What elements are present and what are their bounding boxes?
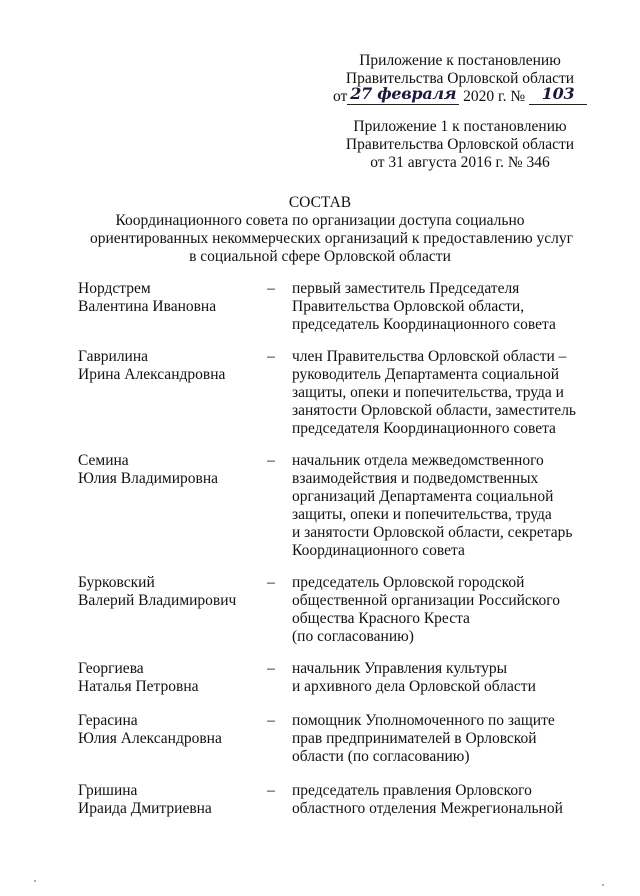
handwritten-number: 103 xyxy=(541,84,575,103)
member-role-line: помощник Уполномоченного по защите xyxy=(292,712,555,729)
member-dash: – xyxy=(267,782,275,799)
member-dash: – xyxy=(267,712,275,729)
scan-speck xyxy=(602,884,604,886)
title-line-3: в социальной сфере Орловской области xyxy=(189,248,451,265)
title-line-2: ориентированных некоммерческих организаций к предоставлению услуг xyxy=(90,230,573,247)
member-role-line: общества Красного Креста xyxy=(292,610,470,627)
member-role-line: руководитель Департамента социальной xyxy=(292,366,560,383)
member-role xyxy=(292,280,582,334)
appendix-header-original xyxy=(320,118,600,172)
appendix-line-1: Приложение к постановлению xyxy=(359,52,561,69)
scan-speck xyxy=(34,880,36,882)
member-name xyxy=(78,452,268,488)
member-role-line: защиты, опеки и попечительства, труда xyxy=(292,506,552,523)
member-role xyxy=(292,660,582,696)
member-role xyxy=(292,574,582,646)
member-surname: Бурковский xyxy=(78,574,155,591)
number-handwritten-field xyxy=(529,84,587,105)
member-given-names: Наталья Петровна xyxy=(78,678,199,695)
document-title xyxy=(90,194,573,266)
member-role xyxy=(292,452,582,560)
member-surname: Гаврилина xyxy=(78,348,149,365)
member-role-line: Правительства Орловской области, xyxy=(292,298,525,315)
date-prefix: от xyxy=(332,88,348,105)
appendix2-line-1: Приложение 1 к постановлению xyxy=(353,118,567,135)
member-name xyxy=(78,348,268,384)
member-role-line: начальник Управления культуры xyxy=(292,660,508,677)
member-role-line: председатель Орловской городской xyxy=(292,574,525,591)
member-given-names: Ирина Александровна xyxy=(78,366,226,383)
member-surname: Нордстрем xyxy=(78,280,151,297)
member-surname: Герасина xyxy=(78,712,138,729)
member-given-names: Юлия Владимировна xyxy=(78,470,218,487)
member-surname: Гришина xyxy=(78,782,138,799)
member-role-line: член Правительства Орловской области – xyxy=(292,348,567,365)
member-role-line: начальник отдела межведомственного xyxy=(292,452,544,469)
member-role-line: председателя Координационного совета xyxy=(292,420,556,437)
member-role-line: взаимодействия и подведомственных xyxy=(292,470,539,487)
member-dash: – xyxy=(267,280,275,297)
member-given-names: Ираида Дмитриевна xyxy=(78,800,212,817)
appendix2-line-2: Правительства Орловской области xyxy=(345,136,575,153)
member-given-names: Валерий Владимирович xyxy=(78,592,237,609)
member-name xyxy=(78,574,268,610)
member-role-line: председатель правления Орловского xyxy=(292,782,532,799)
member-role-line: области (по согласованию) xyxy=(292,748,470,765)
member-dash: – xyxy=(267,348,275,365)
member-role xyxy=(292,348,582,438)
member-given-names: Юлия Александровна xyxy=(78,730,222,747)
date-year: 2020 г. № xyxy=(463,88,526,105)
appendix-date-line xyxy=(320,84,600,106)
title-line-1: Координационного совета по организации доступа социально xyxy=(115,212,525,229)
member-role-line: защиты, опеки и попечительства, труда и xyxy=(292,384,564,401)
member-role-line: и архивного дела Орловской области xyxy=(292,678,536,695)
member-role-line: Координационного совета xyxy=(292,542,465,559)
member-surname: Семина xyxy=(78,452,129,469)
title-heading: СОСТАВ xyxy=(288,194,352,211)
appendix-line-2: Правительства Орловской области xyxy=(345,70,575,87)
member-dash: – xyxy=(267,660,275,677)
member-dash: – xyxy=(267,452,275,469)
member-role-line: занятости Орловской области, заместитель xyxy=(292,402,576,419)
member-role-line: прав предпринимателей в Орловской xyxy=(292,730,537,747)
member-role-line: (по согласованию) xyxy=(292,628,414,645)
member-role-line: председатель Координационного совета xyxy=(292,316,556,333)
appendix2-line-3: от 31 августа 2016 г. № 346 xyxy=(370,154,550,171)
member-name xyxy=(78,280,268,316)
member-role-line: общественной организации Российского xyxy=(292,592,561,609)
member-role-line: организаций Департамента социальной xyxy=(292,488,554,505)
handwritten-date: 27 февраля xyxy=(350,84,457,103)
member-role-line: и занятости Орловской области, секретарь xyxy=(292,524,573,541)
member-role-line: областного отделения Межрегиональной xyxy=(292,800,563,817)
member-name xyxy=(78,660,268,696)
member-dash: – xyxy=(267,574,275,591)
member-name xyxy=(78,712,268,748)
member-given-names: Валентина Ивановна xyxy=(78,298,217,315)
member-surname: Георгиева xyxy=(78,660,144,677)
member-name xyxy=(78,782,268,818)
appendix-header-current xyxy=(320,52,600,106)
date-handwritten-field xyxy=(347,84,459,105)
member-role xyxy=(292,712,582,766)
member-role-line: первый заместитель Председателя xyxy=(292,280,520,297)
member-role xyxy=(292,782,582,818)
